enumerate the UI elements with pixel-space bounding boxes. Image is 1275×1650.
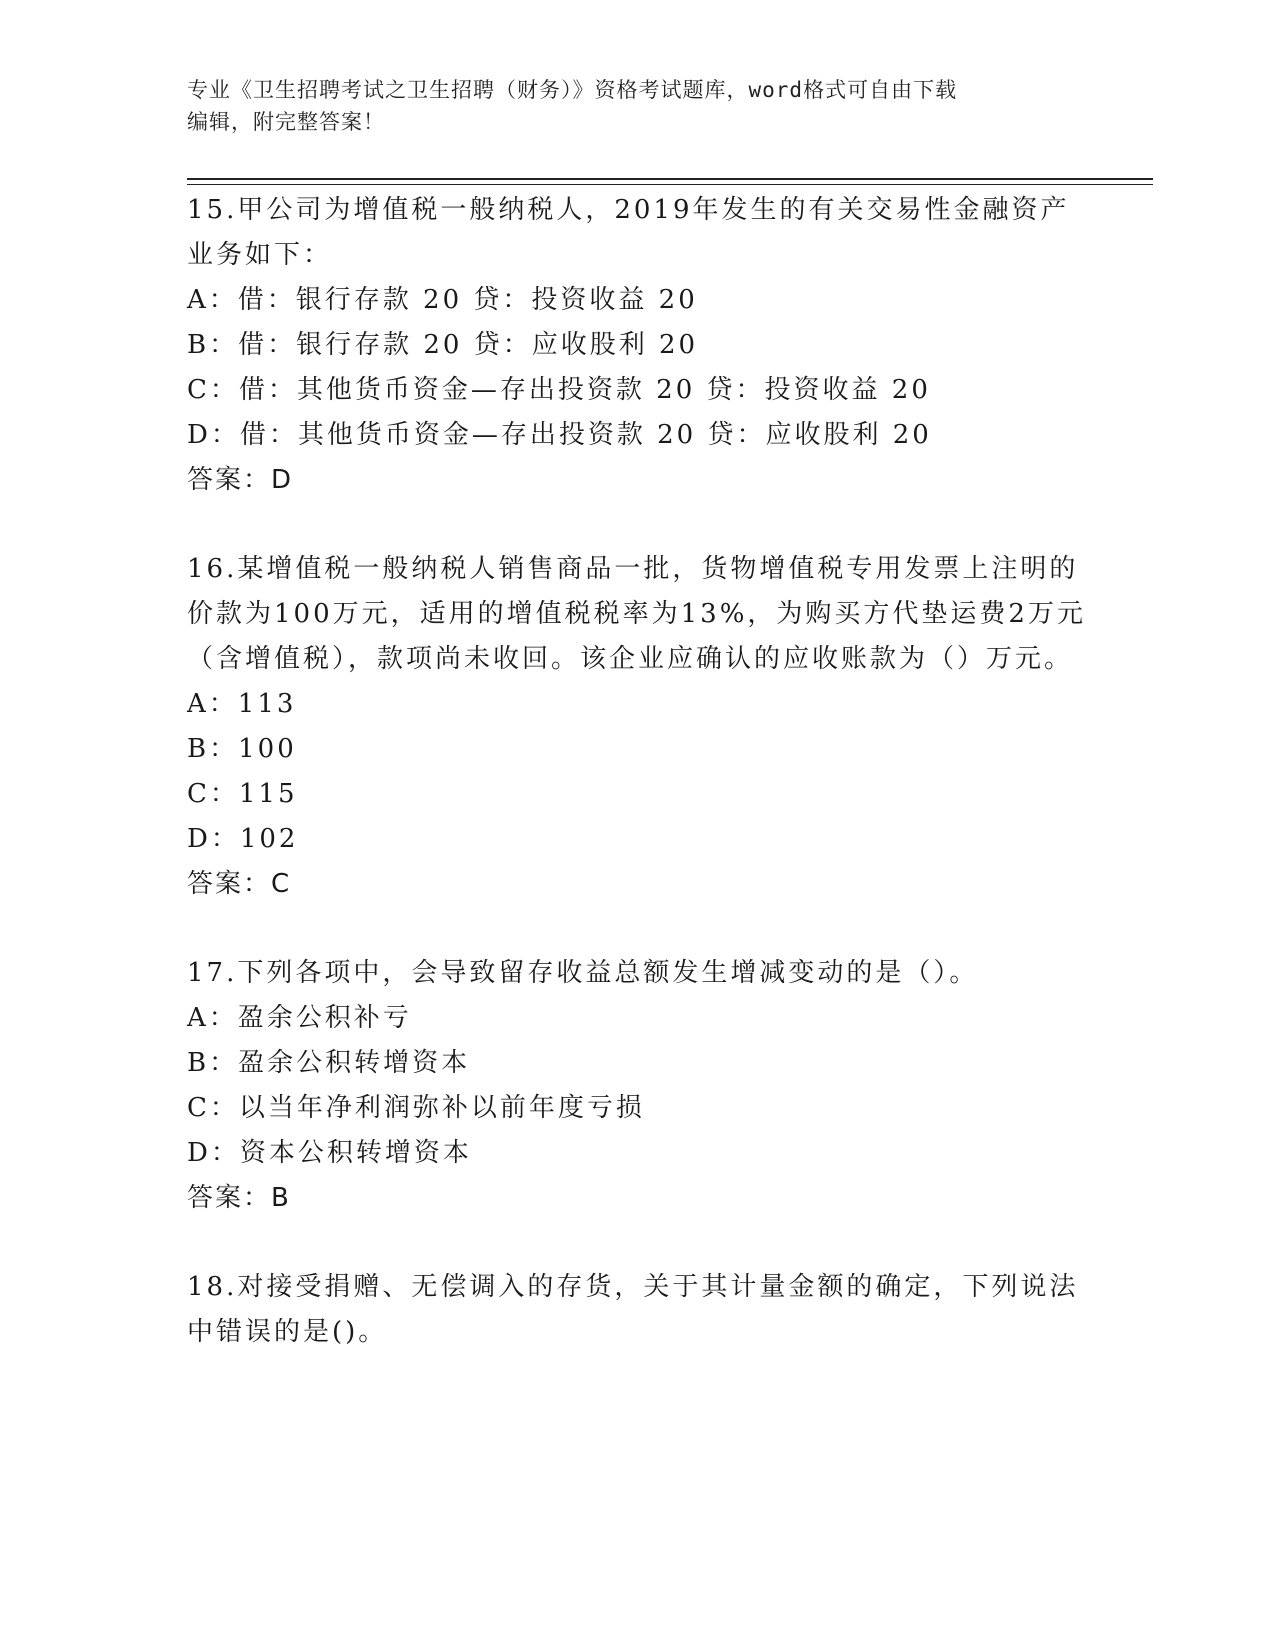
- option-a: A：113: [187, 689, 297, 719]
- answer: 答案：C: [187, 869, 292, 899]
- header-line-1: 专业《卫生招聘考试之卫生招聘（财务）》资格考试题库，word格式可自由下载: [187, 78, 958, 102]
- answer: 答案：D: [187, 465, 294, 495]
- header-line-2: 编辑，附完整答案！: [187, 110, 385, 134]
- question-text: 16.某增值税一般纳税人销售商品一批，货物增值税专用发票上注明的价款为100万元，适用的增值税税率为13%，为购买方代垫运费2万元（含增值税），款项尚未收回。该企业应确认的应收账款为（）万元。: [187, 554, 1086, 674]
- question-18: [187, 1265, 1087, 1355]
- question-list: [187, 188, 1087, 1399]
- question-text: 15.甲公司为增值税一般纳税人，2019年发生的有关交易性金融资产业务如下：: [187, 195, 1070, 270]
- option-a: A：盈余公积补亏: [187, 1003, 412, 1033]
- option-c: C：以当年净利润弥补以前年度亏损: [187, 1093, 645, 1123]
- option-c: C：115: [187, 779, 298, 809]
- answer: 答案：B: [187, 1183, 291, 1213]
- question-16: [187, 547, 1087, 907]
- question-text: 17.下列各项中，会导致留存收益总额发生增减变动的是（）。: [187, 958, 979, 988]
- document-header: [187, 74, 1087, 138]
- option-d: D：102: [187, 824, 299, 854]
- question-17: [187, 951, 1087, 1221]
- option-c: C：借：其他货币资金—存出投资款 20 贷：投资收益 20: [187, 375, 931, 405]
- header-divider-thin: [187, 184, 1153, 185]
- option-d: D：借：其他货币资金—存出投资款 20 贷：应收股利 20: [187, 420, 932, 450]
- option-d: D：资本公积转增资本: [187, 1138, 472, 1168]
- header-divider-thick: [187, 178, 1153, 180]
- question-text: 18.对接受捐赠、无偿调入的存货，关于其计量金额的确定，下列说法中错误的是()。: [187, 1272, 1079, 1347]
- option-b: B：借：银行存款 20 贷：应收股利 20: [187, 330, 699, 360]
- option-b: B：100: [187, 734, 297, 764]
- option-a: A：借：银行存款 20 贷：投资收益 20: [187, 285, 698, 315]
- option-b: B：盈余公积转增资本: [187, 1048, 471, 1078]
- question-15: [187, 188, 1087, 503]
